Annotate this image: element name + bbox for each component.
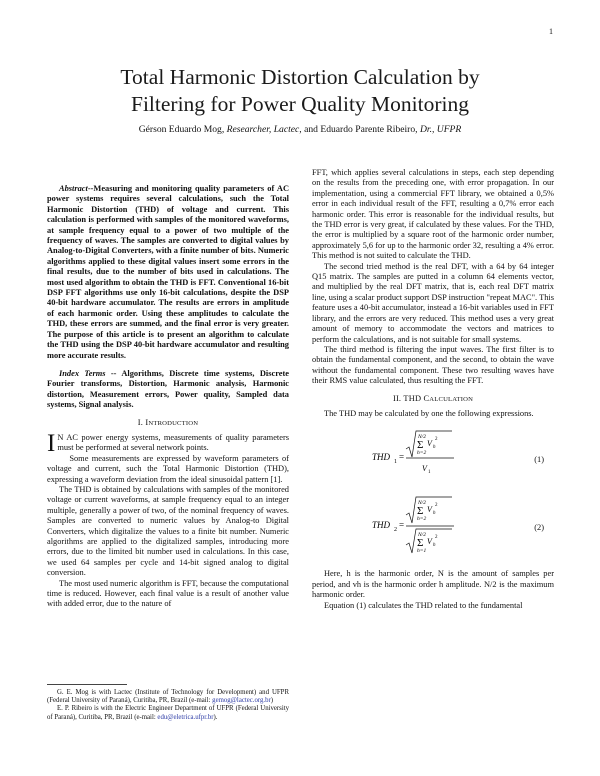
equation-2 xyxy=(312,495,554,559)
intro-paragraph-1: I N AC power energy systems, measurements of quality parameters must be performed at several network points. xyxy=(47,429,289,457)
email-link-2[interactable]: edu@eletrica.ufpr.br xyxy=(157,713,214,721)
svg-text:h=2: h=2 xyxy=(417,516,427,523)
intro-paragraph-4: The most used numeric algorithm is FFT, because the computational time is reduced. However, each final value is a result of another value with added error, due to the nature of xyxy=(47,578,289,609)
svg-text:2: 2 xyxy=(435,503,438,509)
svg-text:1: 1 xyxy=(394,459,397,466)
title-line-1: Total Harmonic Distortion Calculation by xyxy=(120,65,480,89)
svg-text:N/2: N/2 xyxy=(418,434,426,441)
equation-1 xyxy=(312,427,554,487)
author-conjunction: , and Eduardo Parente Ribeiro, xyxy=(299,124,420,135)
left-column xyxy=(47,170,289,610)
footnote-2: E. P. Ribeiro is with the Electric Engineer Department of UFPR (Federal University of Paraná), Curitiba, PR, Brazil (e-mail: edu@eletrica.ufpr.br). xyxy=(47,705,289,721)
email-link-1[interactable]: gemog@lactec.org.br xyxy=(212,697,271,705)
body-paragraph-4: The THD may be calculated by one the following expressions. xyxy=(324,408,534,418)
svg-text:THD: THD xyxy=(372,452,391,463)
section-heading-thd-calculation: II. THD CALCULATION xyxy=(392,393,474,403)
right-column xyxy=(312,168,554,611)
svg-text:THD: THD xyxy=(372,520,391,531)
svg-text:=: = xyxy=(399,452,405,463)
svg-text:h: h xyxy=(433,445,436,451)
equation-2-graphic xyxy=(372,495,492,559)
abstract-text: --Measuring and monitoring quality parameters of AC power systems requires several calculations, such the Total Harmonic Distortion (THD) of voltage and current. This calculation is performed with samples of the monitored waveforms, at sample frequency equal to a power of two multiple of the frequency of waves. The samples are converted to digital values by Analog-to-Digital Converters, with a finite number of bits. Numeric algorithms applied to these digital values insert some errors in the final results, due to the number of bits used in calculations. The most used algorithm to obtain the THD is FFT. Conventional 16-bit DSP FFT algorithms use only 16-bit calculations, despite the DSP 40-bit hardware accumulator. The results are errors in amplitude of each harmonic order. Using these amplitudes to calculate the THD, these errors are summed, and the final error is very greater. The purpose of this article is to present an algorithm to calculate the THD using the DSP 40-bit hardware accumulator and resulting more accurate results. xyxy=(47,184,289,360)
abstract-label: Abstract xyxy=(59,184,88,193)
index-terms-label: Index Terms xyxy=(59,368,106,378)
svg-text:V: V xyxy=(422,464,427,474)
body-paragraph-5: Here, h is the harmonic order, N is the amount of samples per period, and vh is the harmonic order h amplitude. N/2 is the maximum harmonic order. xyxy=(312,569,554,600)
footnotes xyxy=(47,689,289,722)
svg-text:h=1: h=1 xyxy=(417,548,427,555)
abstract xyxy=(47,184,289,361)
equation-1-number: (1) xyxy=(534,455,544,465)
paper-title xyxy=(40,64,560,118)
author-1: Gérson Eduardo Mog, xyxy=(138,124,227,135)
body-paragraph-1: FFT, which applies several calculations in steps, each step depending on the results from the preceding one, with error propagation. In our implementation, using a commercial FFT library, we obtained a 0,5% error in each individual result of the FFT, resulting a 0,7% error each harmonic order. This error is reasonable for the individual results, but the THD error is very great, if calculated by these values. For the THD, the error is multiplied by a square root of the harmonic order number, approximately 5,6 for up to the harmonic order 32, resulting a 4% error. This method is not suited to calculate the THD. xyxy=(312,168,554,261)
title-line-2: Filtering for Power Quality Monitoring xyxy=(131,92,469,116)
svg-text:V: V xyxy=(427,505,432,515)
svg-text:h: h xyxy=(433,511,436,517)
svg-text:2: 2 xyxy=(435,535,438,541)
svg-text:N/2: N/2 xyxy=(418,532,426,539)
svg-text:N/2: N/2 xyxy=(418,500,426,507)
drop-cap: I xyxy=(47,429,56,457)
svg-text:Σ: Σ xyxy=(417,505,424,518)
svg-text:2: 2 xyxy=(435,437,438,443)
svg-text:V: V xyxy=(427,439,432,449)
page-number: 1 xyxy=(549,27,553,36)
svg-text:Σ: Σ xyxy=(417,537,424,550)
intro-paragraph-2: Some measurements are expressed by waveform parameters of voltage and current, such the Total Harmonic Distortion (THD), expressing a waveform deviation from the ideal sinusoidal pattern [1]. xyxy=(47,453,289,484)
svg-text:V: V xyxy=(427,537,432,547)
body-paragraph-2: The second tried method is the real DFT, with a 64 by 64 integer Q15 matrix. The samples are putted in a column 64 elements vector, and multiplied by the real DFT matrix, that is, each real DFT matrix line, using a scalar product support DSP instruction "repeat MAC". This feature uses a 40-bit accumulator, instead a 16-bit variables used in FFT library, and the errors are very reduced. This method uses a very great amount of memory to accommodate the vectors and matrices to perform the calculations, and is not suitable for small systems. xyxy=(312,261,554,344)
author-2-role: Dr., UFPR xyxy=(419,124,462,135)
svg-text:1: 1 xyxy=(428,470,431,476)
intro-paragraph-3: The THD is obtained by calculations with samples of the monitored voltage or current waveforms, at sample frequency equal to an integer multiple, generally a power of two, of the nominal frequency of waves. Samples are converted to numeric values by Analog-to Digital Converters, which digitalize the values to a finite bit number. Numeric algorithms are applied to the digitalized samples, introducing more errors, due to the limited bit number used in calculations. In this case, we used 64 samples per cycle and 14-bit signed analog to digital conversion. xyxy=(47,484,289,578)
footnote-divider xyxy=(47,684,127,685)
footnote-1: G. E. Mog is with Lactec (Institute of Technology for Development) and UFPR (Federal University of Paraná), Curitiba, PR, Brazil (e-mail: gemog@lactec.org.br) xyxy=(47,689,289,705)
index-terms-text: -- Algorithms, Discrete time systems, Discrete Fourier transforms, Distortion, Harmonic analysis, Harmonic distortion, Measurement errors, Power quality, Sampled data systems, Signal analysis. xyxy=(47,368,289,410)
body-paragraph-3: The third method is filtering the input waves. The first filter is to obtain the fundamental component, and the second, to obtain the wave without the fundamental component. These two resulting waves have their RMS value calculated, thus resulting the FFT. xyxy=(312,344,554,386)
author-line xyxy=(40,124,560,135)
svg-text:Σ: Σ xyxy=(417,439,424,452)
svg-text:=: = xyxy=(399,520,405,531)
body-paragraph-6: Equation (1) calculates the THD related to the fundamental xyxy=(324,600,523,610)
author-1-role: Researcher, Lactec xyxy=(226,124,300,135)
section-heading-introduction: I. INTRODUCTION xyxy=(137,417,199,427)
equation-1-graphic xyxy=(372,427,492,487)
index-terms xyxy=(47,369,289,411)
equation-2-number: (2) xyxy=(534,523,544,533)
svg-text:h: h xyxy=(433,543,436,549)
svg-text:h=2: h=2 xyxy=(417,450,427,457)
svg-text:2: 2 xyxy=(394,527,397,534)
